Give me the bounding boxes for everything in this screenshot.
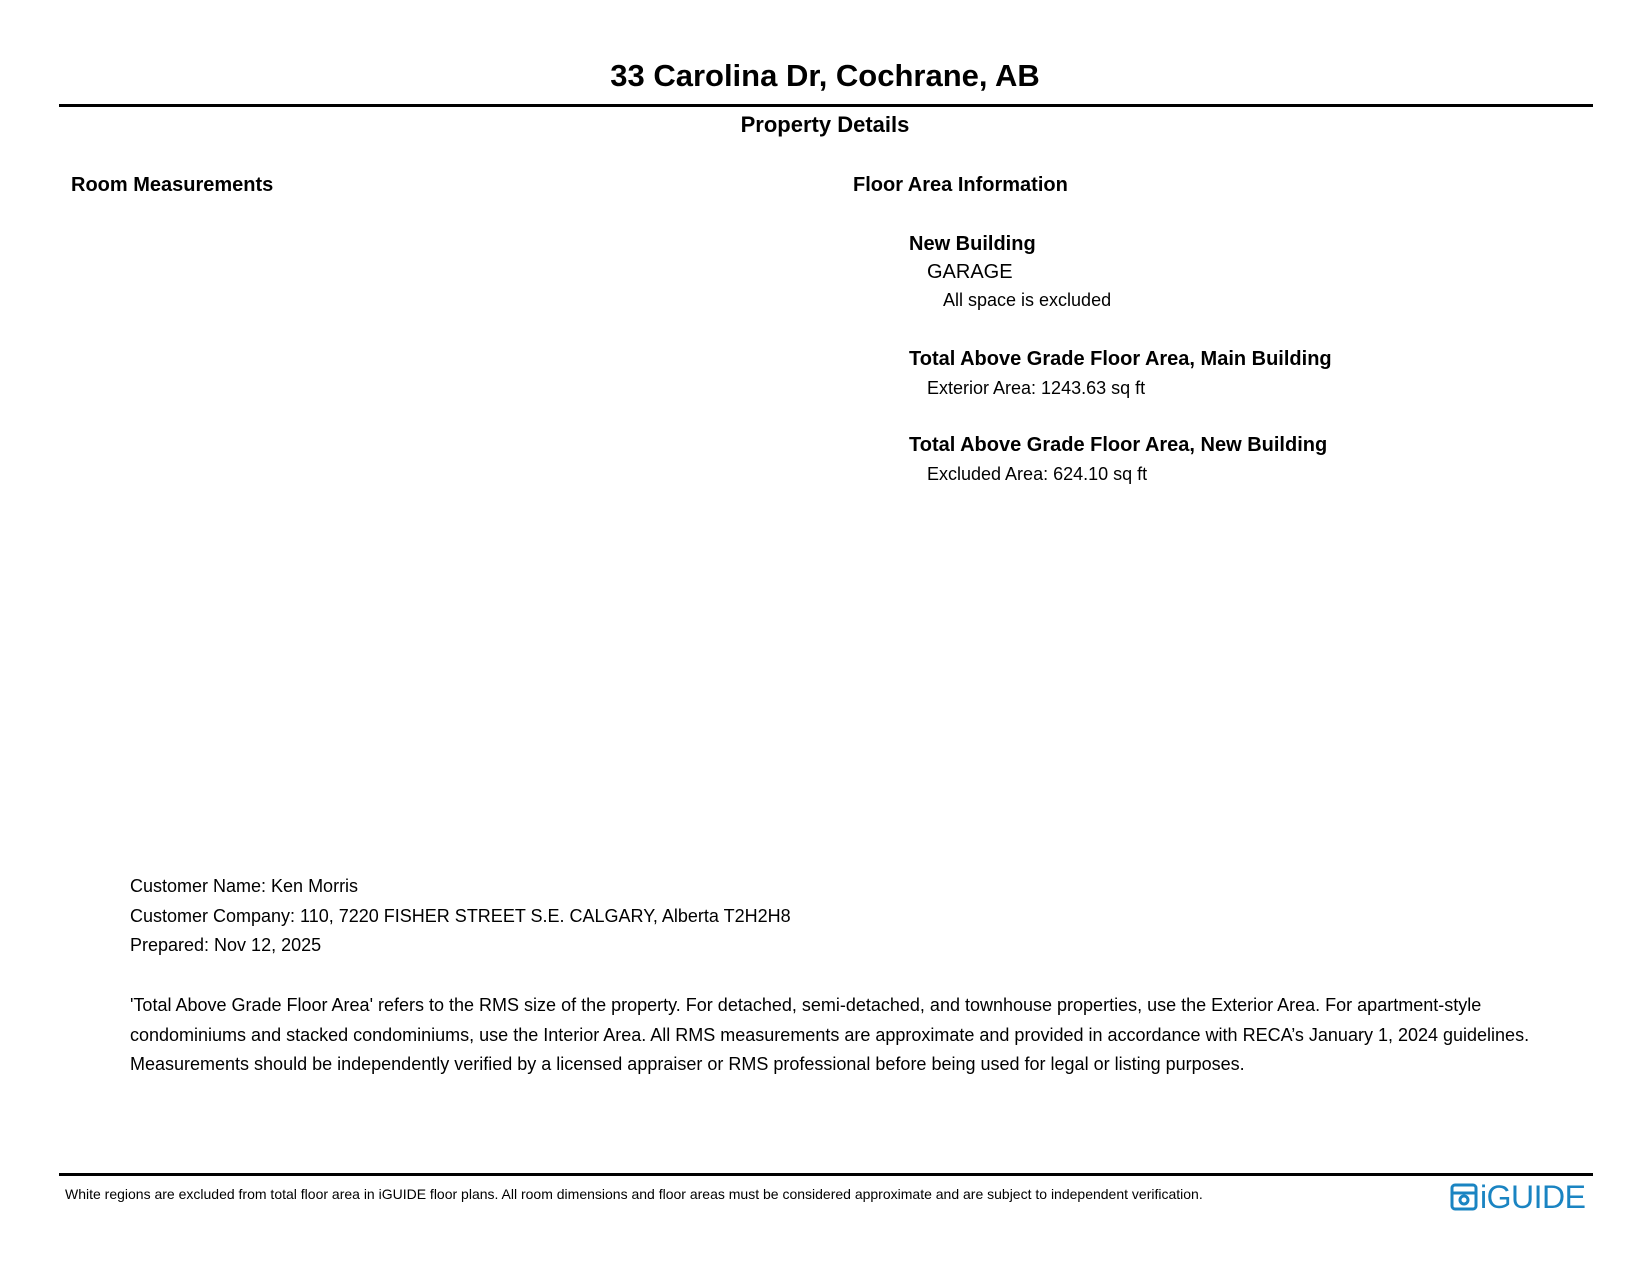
header-divider <box>59 104 1593 107</box>
main-building-exterior-area: Exterior Area: 1243.63 sq ft <box>927 378 1146 398</box>
footer-divider <box>59 1173 1593 1176</box>
rms-disclaimer: 'Total Above Grade Floor Area' refers to the RMS size of the property. For detached, semi-detached, and townhouse properties, use the Exterior Area. For apartment-style condominiums and stacked condominiums, use the Interior Area. All RMS measurements are approximate and provided in accordance with RECA’s January 1, 2024 guidelines. Measurements should be independently verified by a licensed appraiser or RMS professional before being used for legal or listing purposes. <box>130 995 1530 1074</box>
iguide-logo <box>1450 1180 1585 1214</box>
page-title: 33 Carolina Dr, Cochrane, AB <box>610 58 1040 93</box>
room-measurements-heading: Room Measurements <box>71 174 274 196</box>
main-building-total-heading: Total Above Grade Floor Area, Main Building <box>909 348 1332 370</box>
prepared-date: Prepared: Nov 12, 2025 <box>130 935 322 955</box>
new-building-floor-label: GARAGE <box>927 261 1013 283</box>
floor-area-section <box>909 230 1609 489</box>
camera-box-icon <box>1450 1183 1478 1211</box>
customer-name: Customer Name: Ken Morris <box>130 876 359 896</box>
new-building-exclusion-note: All space is excluded <box>943 290 1112 310</box>
new-building-total-heading: Total Above Grade Floor Area, New Building <box>909 434 1328 456</box>
footer-note: White regions are excluded from total floor area in iGUIDE floor plans. All room dimensions and floor areas must be considered approximate and are subject to independent verification. <box>65 1186 1203 1202</box>
floor-area-heading: Floor Area Information <box>853 174 1068 196</box>
page-subtitle: Property Details <box>740 112 910 137</box>
customer-info <box>130 872 1530 961</box>
iguide-logo-text: iGUIDE <box>1480 1179 1586 1215</box>
customer-company: Customer Company: 110, 7220 FISHER STREET S.E. CALGARY, Alberta T2H2H8 <box>130 905 791 926</box>
new-building-excluded-area: Excluded Area: 624.10 sq ft <box>927 464 1148 484</box>
new-building-heading: New Building <box>909 233 1036 255</box>
